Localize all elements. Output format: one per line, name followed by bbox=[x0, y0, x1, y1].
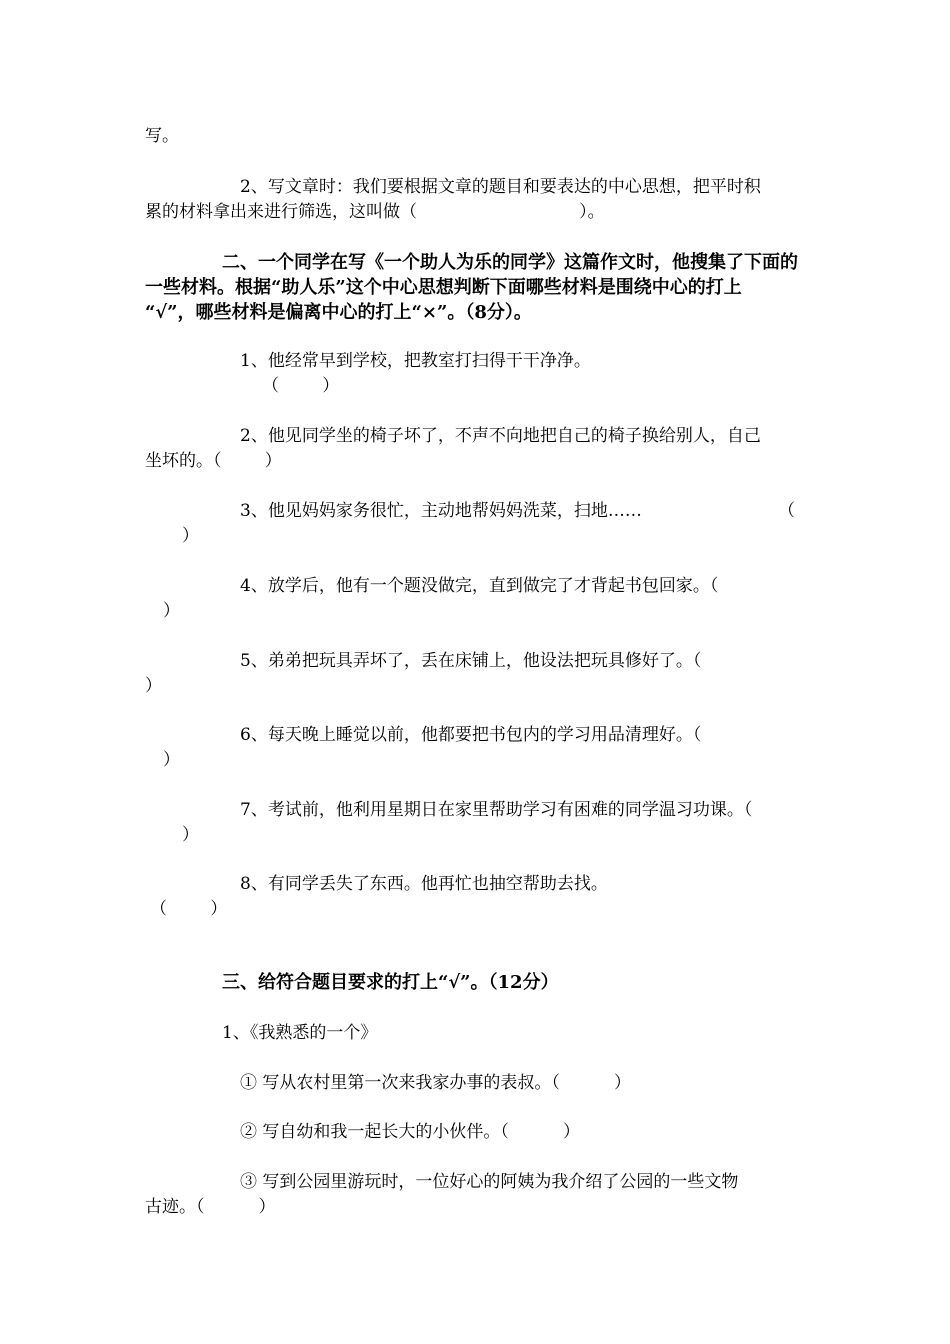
item-2-text-cont: 坐坏的。（ ） bbox=[145, 451, 282, 471]
section-2-heading-line-1: 二、一个同学在写《一个助人为乐的同学》这篇作文时，他搜集了下面的 bbox=[222, 252, 798, 273]
item-4-text: 4、放学后，他有一个题没做完，直到做完了才背起书包回家。（ bbox=[240, 576, 719, 596]
option-2: ② 写自幼和我一起长大的小伙伴。（ ） bbox=[240, 1122, 580, 1142]
option-1: ① 写从农村里第一次来我家办事的表叔。（ ） bbox=[240, 1073, 631, 1093]
option-3-line-1: ③ 写到公园里游玩时，一位好心的阿姨为我介绍了公园的一些文物 bbox=[240, 1172, 739, 1192]
section-3-heading: 三、给符合题目要求的打上“√”。（12分） bbox=[222, 972, 559, 993]
item-7-blank-close: ） bbox=[182, 825, 199, 845]
item-2-text: 2、他见同学坐的椅子坏了，不声不向地把自己的椅子换给别人，自己 bbox=[240, 426, 761, 446]
item-3-text: 3、他见妈妈家务很忙，主动地帮妈妈洗菜，扫地…… bbox=[240, 501, 642, 521]
item-6-blank-close: ） bbox=[163, 750, 180, 770]
item-1-text: 1、他经常早到学校，把教室打扫得干干净净。 bbox=[240, 351, 591, 371]
section-2-heading-line-2: 一些材料。根据“助人乐”这个中心思想判断下面哪些材料是围绕中心的打上 bbox=[145, 277, 742, 298]
section-2-heading-line-3: “√”，哪些材料是偏离中心的打上“×”。（8分）。 bbox=[145, 302, 532, 323]
item-1-blank: （ ） bbox=[262, 376, 340, 396]
text-line: 写。 bbox=[145, 126, 179, 146]
item-7-text: 7、考试前，他利用星期日在家里帮助学习有困难的同学温习功课。（ bbox=[240, 800, 753, 820]
item-5-blank-close: ） bbox=[145, 676, 162, 696]
item-8-blank: （ ） bbox=[150, 899, 228, 919]
item-3-blank-open: （ bbox=[778, 501, 795, 521]
item-5-text: 5、弟弟把玩具弄坏了，丢在床铺上，他设法把玩具修好了。（ bbox=[240, 651, 702, 671]
item-8-text: 8、有同学丢失了东西。他再忙也抽空帮助去找。 bbox=[240, 874, 608, 894]
question-2-line-2: 累的材料拿出来进行筛选，这叫做（ ）。 bbox=[145, 202, 605, 222]
item-6-text: 6、每天晚上睡觉以前，他都要把书包内的学习用品清理好。（ bbox=[240, 725, 702, 745]
sub-question-1: 1、《我熟悉的一个》 bbox=[222, 1023, 378, 1043]
option-3-line-2: 古迹。（ ） bbox=[145, 1197, 276, 1217]
item-3-blank-close: ） bbox=[182, 526, 199, 546]
question-2-line-1: 2、写文章时：我们要根据文章的题目和要表达的中心思想，把平时积 bbox=[240, 177, 761, 197]
item-4-blank-close: ） bbox=[163, 601, 180, 621]
